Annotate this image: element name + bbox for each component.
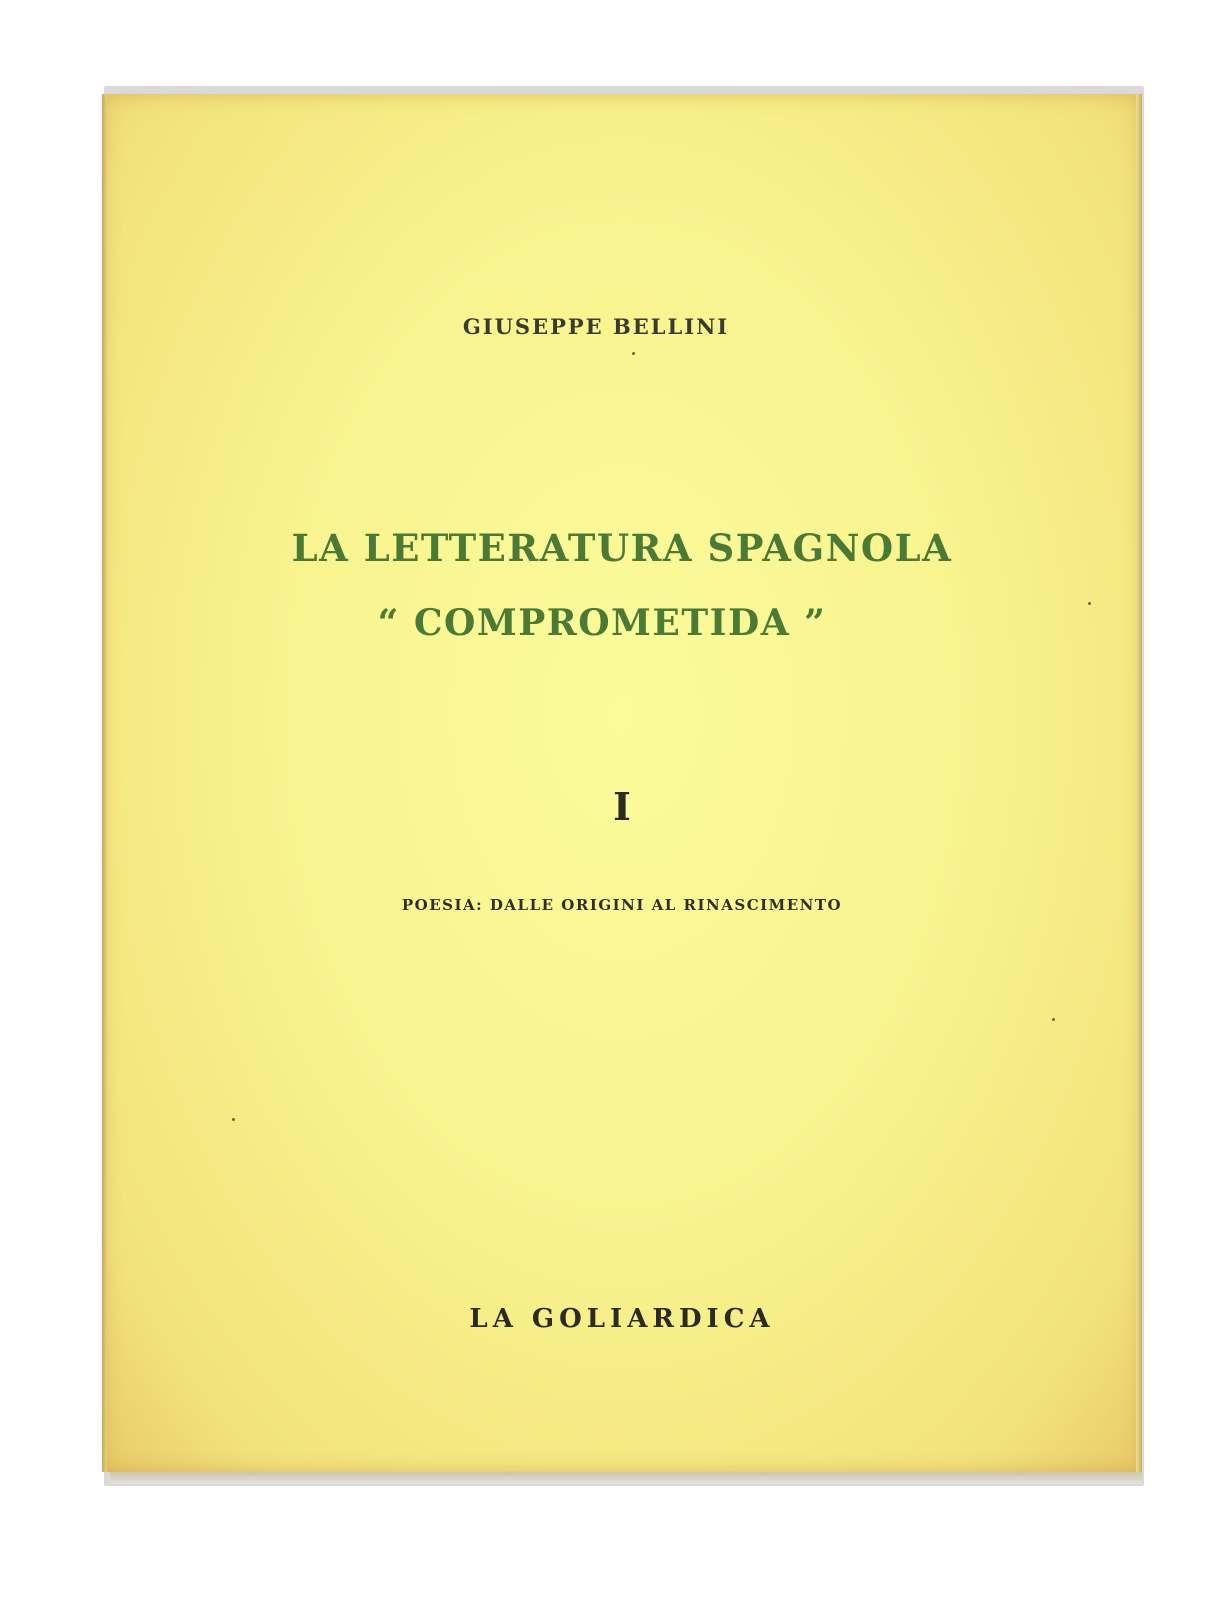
volume-number: I — [613, 784, 631, 829]
book-cover — [102, 94, 1142, 1472]
cover-right-edge — [1136, 94, 1142, 1472]
paper-speck — [232, 1118, 235, 1121]
title-line-1: LA LETTERATURA SPAGNOLA — [291, 526, 953, 570]
paper-speck — [1052, 1018, 1055, 1021]
author-name: GIUSEPPE BELLINI — [462, 314, 730, 339]
title-line-2: “ COMPROMETIDA ” — [377, 602, 827, 644]
paper-speck — [1088, 602, 1091, 605]
publisher-name: LA GOLIARDICA — [469, 1304, 775, 1334]
cover-spine-edge — [102, 94, 107, 1472]
paper-speck — [632, 352, 635, 355]
subtitle: POESIA: DALLE ORIGINI AL RINASCIMENTO — [401, 896, 843, 914]
book-page-edges — [110, 1470, 1142, 1484]
